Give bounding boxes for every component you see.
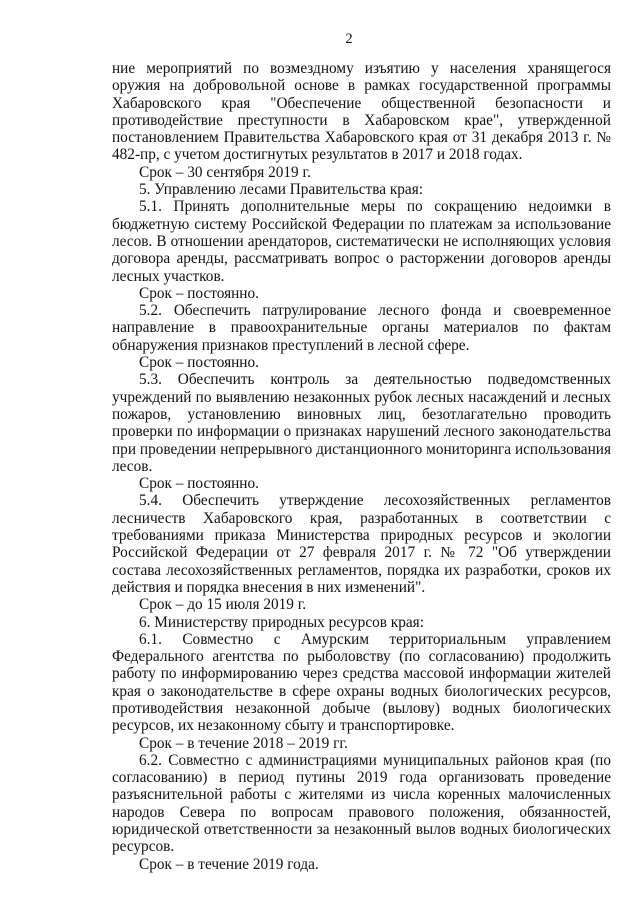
section-heading-5: 5. Управлению лесами Правительства края:: [139, 181, 423, 199]
deadline-line: Срок – 30 сентября 2019 г.: [139, 163, 311, 181]
paragraph-5-4: 5.4. Обеспечить утверждение лесохозяйственных регламентов лесничеств Хабаровского края, разработанных в соответствии с требованиями приказа Министерства природных ресурсов и экологии Российской Федерации от 27 февраля 2017 г. № 72 "Об утверждении состава лесохозяйственных регламентов, порядка их разработки, сроков их действия и порядка внесения в них изменений".: [112, 492, 611, 596]
page-number: 2: [345, 31, 353, 47]
paragraph-continuation: ние мероприятий по возмездному изъятию у населения хранящегося оружия на добровольной основе в рамках государственной программы Хабаровского края "Обеспечение общественной безопасности и противодействие преступности в Хабаровском крае", утвержденной постановлением Правительства Хабаровского края от 31 декабря 2013 г. № 482-пр, с учетом достигнутых результатов в 2017 и 2018 годах.: [112, 60, 611, 164]
deadline-line: Срок – постоянно.: [139, 284, 259, 302]
paragraph-5-2: 5.2. Обеспечить патрулирование лесного фонда и своевременное направление в правоохранительные органы материалов по фактам обнаружения признаков преступлений в лесной сфере.: [112, 302, 611, 354]
deadline-line: Срок – до 15 июля 2019 г.: [139, 596, 307, 614]
paragraph-6-1: 6.1. Совместно с Амурским территориальным управлением Федерального агентства по рыболовству (по согласованию) продолжить работу по информированию через средства массовой информации жителей края о законодательстве в сфере охраны водных биологических ресурсов, противодействия незаконной добыче (вылову) водных биологических ресурсов, их незаконному сбыту и транспортировке.: [112, 630, 611, 735]
deadline-line: Срок – в течение 2019 года.: [139, 855, 319, 873]
deadline-line: Срок – постоянно.: [139, 475, 259, 493]
deadline-line: Срок – в течение 2018 – 2019 гг.: [139, 734, 348, 752]
paragraph-6-2: 6.2. Совместно с администрациями муниципальных районов края (по согласованию) в период путины 2019 года организовать проведение разъяснительной работы с жителями из числа коренных малочисленных народов Севера по вопросам правового положения, обязанностей, юридической ответственности за незаконный вылов водных биологических ресурсов.: [112, 751, 611, 856]
deadline-line: Срок – постоянно.: [139, 354, 259, 372]
paragraph-5-3: 5.3. Обеспечить контроль за деятельностью подведомственных учреждений по выявлению незаконных рубок лесных насаждений и лесных пожаров, установлению виновных лиц, безотлагательно проводить проверки по информации о признаках нарушений лесного законодательства при проведении непрерывного дистанционного мониторинга использования лесов.: [112, 371, 611, 475]
document-body: [112, 60, 611, 873]
paragraph-5-1: 5.1. Принять дополнительные меры по сокращению недоимки в бюджетную систему Российской Федерации по платежам за использование лесов. В отношении арендаторов, систематически не исполняющих условия договора аренды, рассматривать вопрос о расторжении договоров аренды лесных участков.: [112, 198, 611, 285]
section-heading-6: 6. Министерству природных ресурсов края:: [139, 613, 424, 631]
